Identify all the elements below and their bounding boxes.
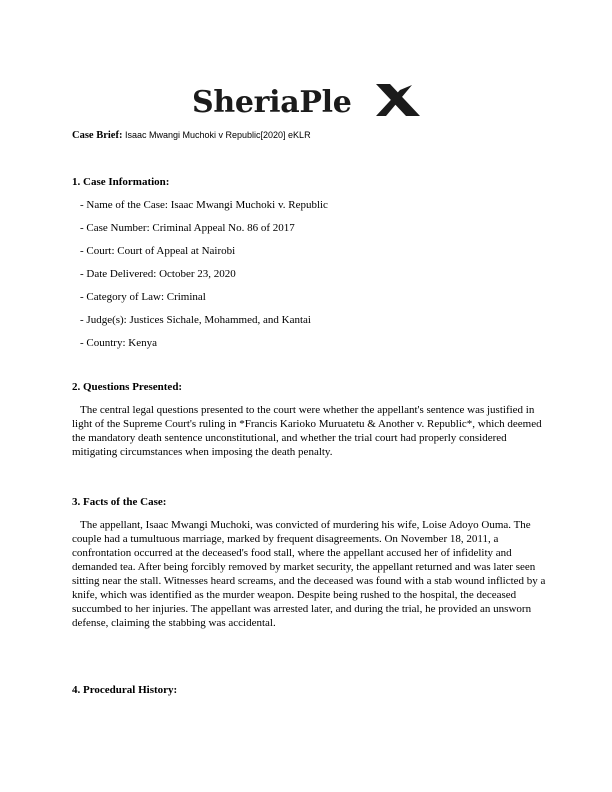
logo-wordmark: SheriaPle: [192, 85, 352, 120]
facts-body: The appellant, Isaac Mwangi Muchoki, was convicted of murdering his wife, Loise Adoyo Ouma. The couple had a tumultuous marriage, marked by frequent disagreements. On November 18, 2011, a confrontation occurred at the deceased's food stall, where the appellant accused her of infidelity and demanded tea. After being forcibly removed by market security, the appellant returned and was later seen sitting near the stall. Witnesses heard screams, and the deceased was found with a stab wound inflicted by a knife, which was identified as the murder weapon. Despite being rushed to the hospital, the deceased succumbed to her injuries. The appellant was arrested later, and during the trial, he provided an unsworn defense, claiming the stabbing was accidental.: [72, 519, 546, 629]
case-info-heading: 1. Case Information:: [72, 176, 170, 188]
case-brief-line: [72, 130, 311, 141]
case-info-item: - Case Number: Criminal Appeal No. 86 of 2017: [80, 222, 295, 234]
sheriaplex-logo: [190, 76, 422, 122]
case-info-item: - Country: Kenya: [80, 337, 157, 349]
case-brief-title: Isaac Mwangi Muchoki v Republic[2020] eKLR: [124, 130, 311, 140]
facts-heading: 3. Facts of the Case:: [72, 496, 167, 508]
case-info-list: [80, 198, 328, 359]
case-info-item: - Date Delivered: October 23, 2020: [80, 268, 236, 280]
case-brief-label: Case Brief:: [72, 130, 123, 141]
logo-x-mark: [376, 84, 420, 116]
case-info-item: - Category of Law: Criminal: [80, 291, 206, 303]
questions-body: The central legal questions presented to the court were whether the appellant's sentence was justified in light of the Supreme Court's ruling in *Francis Karioko Muruatetu & Another v. Republic*, which deemed the mandatory death sentence unconstitutional, and whether the trial court had properly considered mitigating circumstances when imposing the death penalty.: [72, 404, 542, 458]
questions-heading: 2. Questions Presented:: [72, 381, 183, 393]
case-info-item: - Judge(s): Justices Sichale, Mohammed, and Kantai: [80, 314, 311, 326]
procedural-history-heading: 4. Procedural History:: [72, 684, 178, 696]
case-info-item: - Name of the Case: Isaac Mwangi Muchoki v. Republic: [80, 199, 328, 211]
case-info-item: - Court: Court of Appeal at Nairobi: [80, 245, 236, 257]
